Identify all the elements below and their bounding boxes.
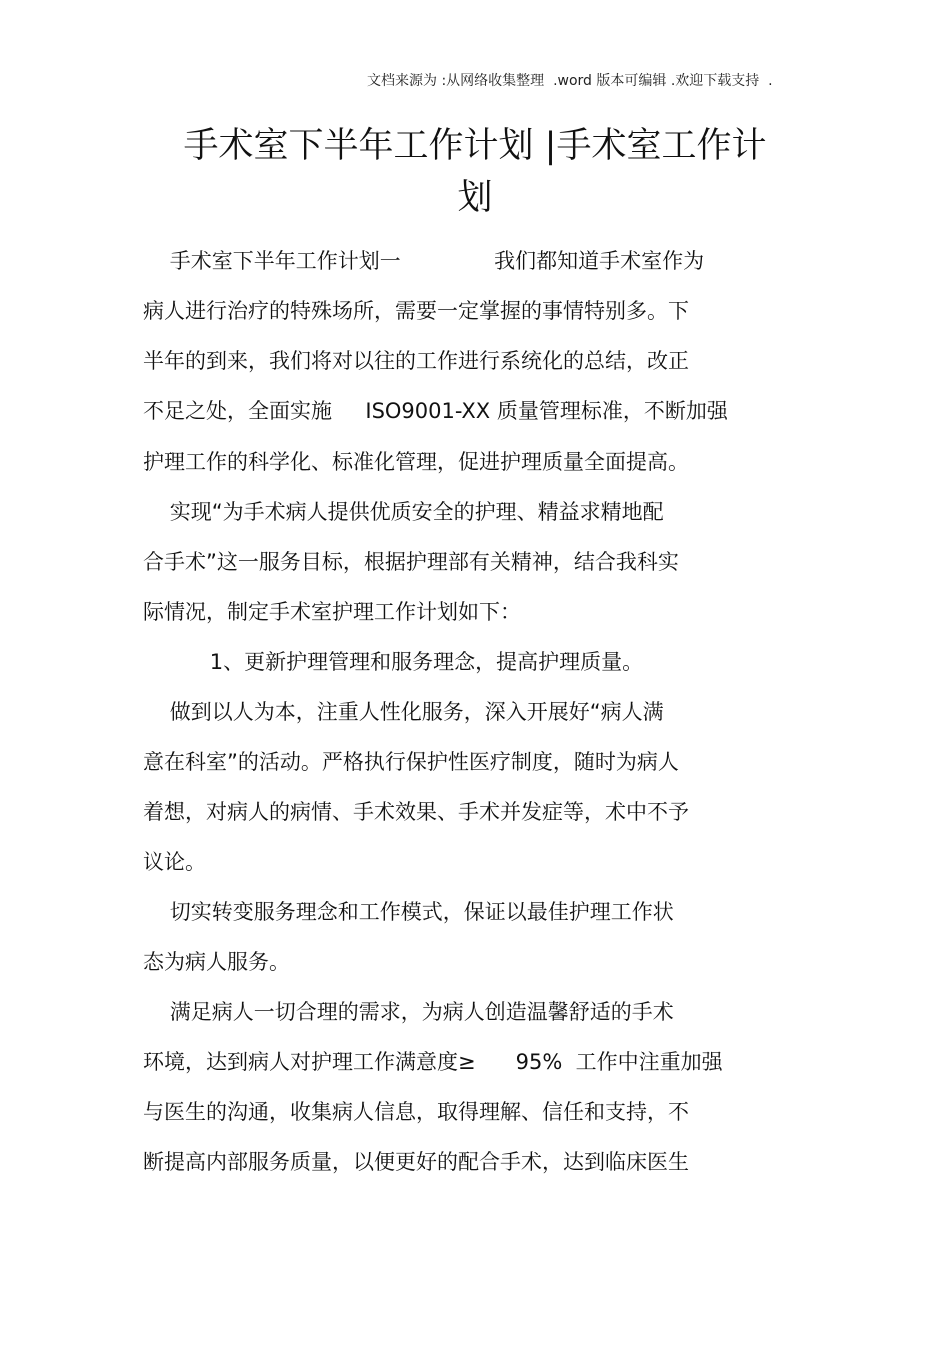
body-line: 病人进行治疗的特殊场所，需要一定掌握的事情特别多。下 (143, 299, 689, 323)
body-line: 合手术”这一服务目标，根据护理部有关精神，结合我科实 (143, 550, 679, 574)
body-line: 满足病人一切合理的需求，为病人创造温馨舒适的手术 (143, 1000, 674, 1024)
body-line: 不足之处，全面实施 ISO9001-XX 质量管理标准，不断加强 (143, 399, 728, 423)
body-line: 断提高内部服务质量，以便更好的配合手术，达到临床医生 (143, 1150, 689, 1174)
body-line: 际情况，制定手术室护理工作计划如下： (143, 600, 521, 624)
body-line: 议论。 (143, 850, 206, 874)
title-line-2: 划 (457, 178, 493, 218)
body-line: 着想，对病人的病情、手术效果、手术并发症等，术中不予 (143, 800, 689, 824)
body-line: 手术室下半年工作计划一 我们都知道手术室作为 (143, 249, 705, 273)
body-line: 环境，达到病人对护理工作满意度≥ 95% 工作中注重加强 (143, 1050, 723, 1074)
body-line: 意在科室”的活动。严格执行保护性医疗制度，随时为病人 (143, 750, 679, 774)
body-line: 护理工作的科学化、标准化管理，促进护理质量全面提高。 (143, 450, 689, 474)
body-line: 半年的到来，我们将对以往的工作进行系统化的总结，改正 (143, 349, 689, 373)
body-line: 与医生的沟通，收集病人信息，取得理解、信任和支持，不 (143, 1100, 689, 1124)
body-line: 态为病人服务。 (143, 950, 290, 974)
body-line: 做到以人为本，注重人性化服务，深入开展好“病人满 (143, 700, 664, 724)
page-title (140, 120, 810, 224)
list-heading-1: 1、更新护理管理和服务理念，提高护理质量。 (143, 650, 644, 674)
header-note: 文档来源为 :从网络收集整理 .word 版本可编辑 .欢迎下载支持 . (367, 73, 773, 89)
body-line: 切实转变服务理念和工作模式，保证以最佳护理工作状 (143, 900, 674, 924)
body-line: 实现“为手术病人提供优质安全的护理、精益求精地配 (143, 500, 664, 524)
title-line-1: 手术室下半年工作计划 |手术室工作计 (183, 126, 767, 166)
